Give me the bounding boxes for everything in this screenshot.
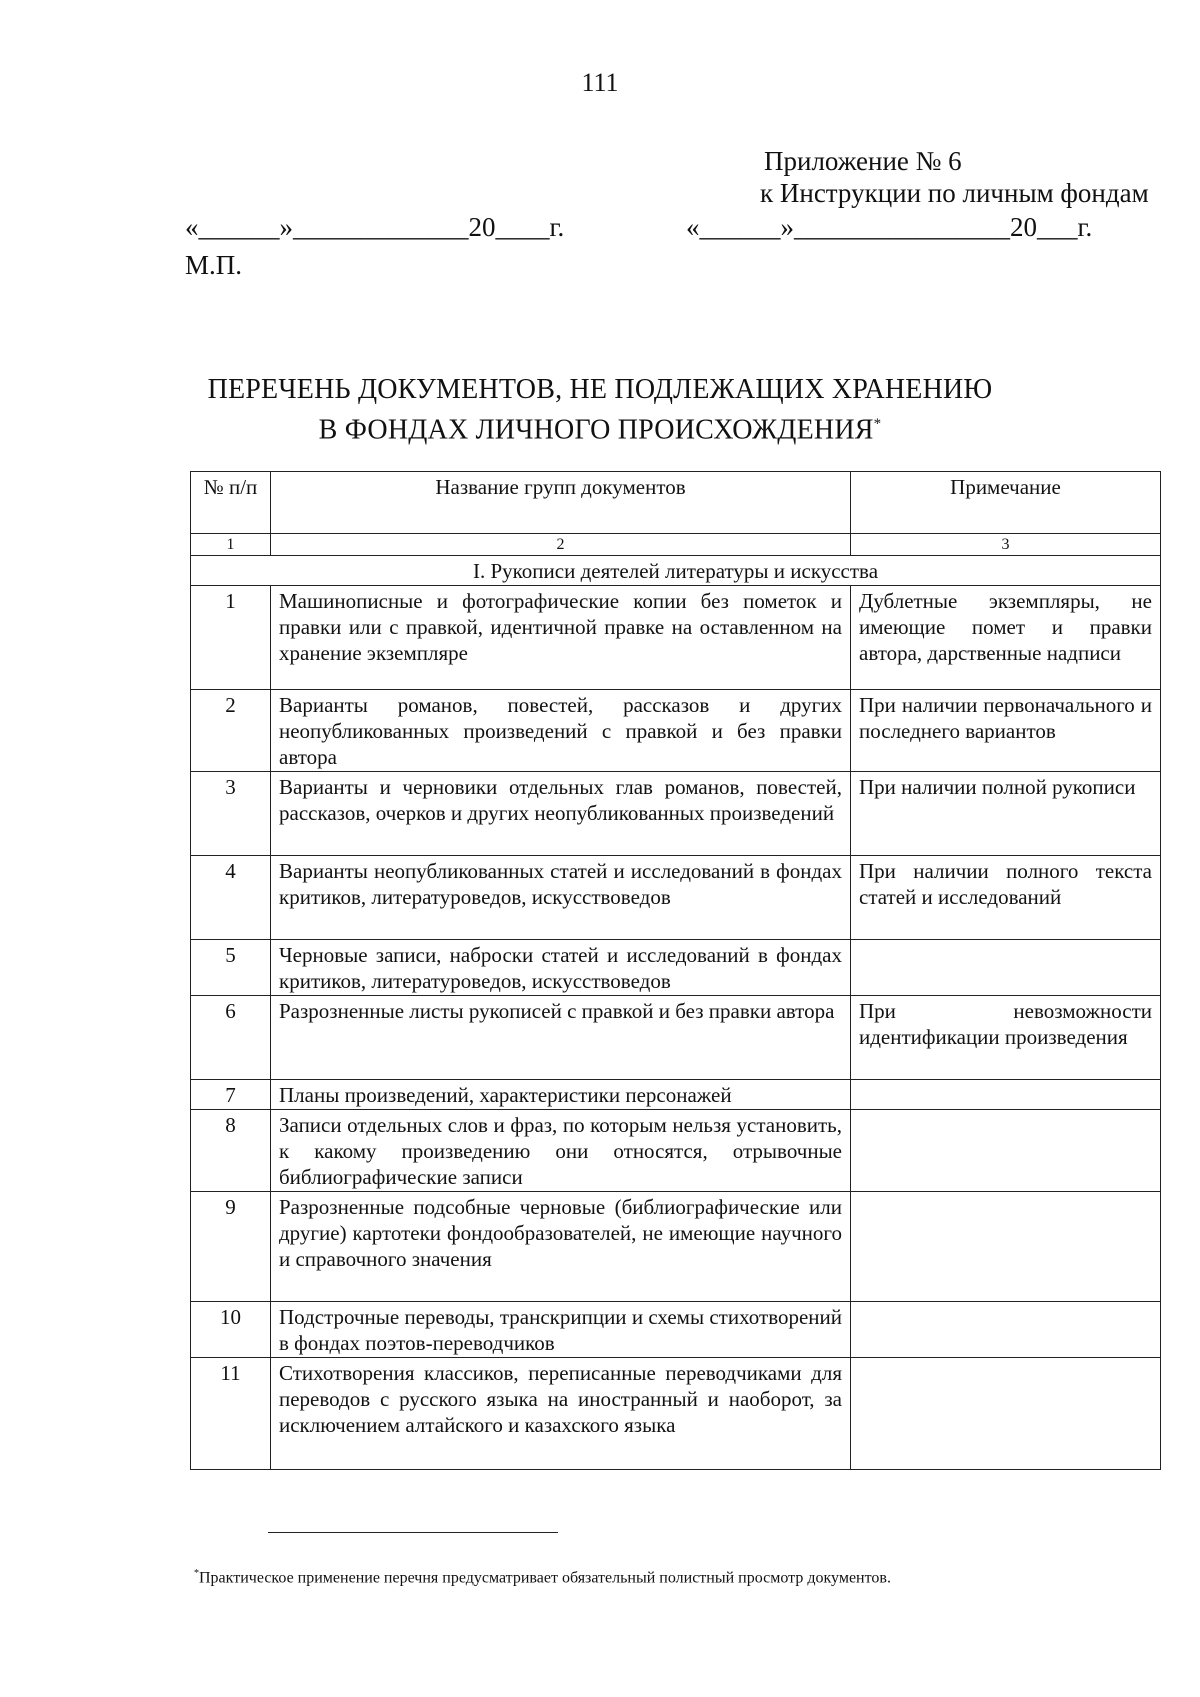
date-line-left: «______»_____________20____г. [185, 212, 565, 242]
date-line-right: «______»________________20___г. [686, 212, 1093, 242]
row-number: 9 [191, 1192, 271, 1302]
row-name: Записи отдельных слов и фраз, по которым нельзя установить, к какому произведению они относятся, отрывочные библиографические записи [271, 1110, 851, 1192]
table-row [191, 940, 1161, 996]
column-number-row [191, 534, 1161, 556]
row-note: При наличии полного текста статей и исследований [851, 856, 1161, 940]
table-header-row [191, 472, 1161, 534]
document-title [0, 372, 1200, 447]
row-note [851, 1080, 1161, 1110]
row-note: При наличии первоначального и последнего вариантов [851, 690, 1161, 772]
section-row [191, 556, 1161, 586]
row-note [851, 1192, 1161, 1302]
row-note [851, 940, 1161, 996]
table-row [191, 1302, 1161, 1358]
row-note [851, 1110, 1161, 1192]
row-note [851, 1302, 1161, 1358]
row-note: При наличии полной рукописи [851, 772, 1161, 856]
row-number: 4 [191, 856, 271, 940]
row-note: Дублетные экземпляры, не имеющие помет и правки автора, дарственные надписи [851, 586, 1161, 690]
row-number: 5 [191, 940, 271, 996]
header-number: № п/п [191, 472, 271, 534]
table-row [191, 772, 1161, 856]
column-number: 1 [191, 534, 271, 556]
row-name: Черновые записи, наброски статей и исследований в фондах критиков, литературоведов, искусствоведов [271, 940, 851, 996]
row-number: 1 [191, 586, 271, 690]
row-name: Варианты неопубликованных статей и исследований в фондах критиков, литературоведов, искусствоведов [271, 856, 851, 940]
appendix-number: Приложение № 6 [764, 146, 962, 176]
header-note: Примечание [851, 472, 1161, 534]
documents-table [190, 471, 1161, 1470]
footnote-mark: * [194, 1568, 199, 1579]
row-name: Машинописные и фотографические копии без пометок и правки или с правкой, идентичной правке на оставленном на хранение экземпляре [271, 586, 851, 690]
row-name: Варианты романов, повестей, рассказов и других неопубликованных произведений с правкой и без правки автора [271, 690, 851, 772]
title-footnote-mark: * [873, 416, 882, 432]
row-name: Стихотворения классиков, переписанные переводчиками для переводов с русского языка на иностранный и наоборот, за исключением алтайского и казахского языка [271, 1358, 851, 1470]
column-number: 3 [851, 534, 1161, 556]
row-name: Планы произведений, характеристики персонажей [271, 1080, 851, 1110]
table-row [191, 856, 1161, 940]
row-name: Подстрочные переводы, транскрипции и схемы стихотворений в фондах поэтов-переводчиков [271, 1302, 851, 1358]
table-row [191, 1080, 1161, 1110]
table-row [191, 1358, 1161, 1470]
title-line-2-text: В ФОНДАХ ЛИЧНОГО ПРОИСХОЖДЕНИЯ [318, 414, 874, 446]
appendix-instruction: к Инструкции по личным фондам [760, 178, 1149, 208]
appendix-reference [760, 145, 1149, 209]
page-number: 111 [581, 68, 619, 97]
footnote [194, 1568, 891, 1587]
title-line-1: ПЕРЕЧЕНЬ ДОКУМЕНТОВ, НЕ ПОДЛЕЖАЩИХ ХРАНЕНИЮ [207, 374, 993, 405]
header-name: Название групп документов [271, 472, 851, 534]
stamp-place: М.П. [185, 250, 243, 280]
section-title: I. Рукописи деятелей литературы и искусства [191, 556, 1161, 586]
row-number: 7 [191, 1080, 271, 1110]
row-number: 8 [191, 1110, 271, 1192]
table-row [191, 1192, 1161, 1302]
row-number: 2 [191, 690, 271, 772]
row-note: При невозможности идентификации произведения [851, 996, 1161, 1080]
footnote-separator [268, 1532, 558, 1533]
row-note [851, 1358, 1161, 1470]
footnote-text: Практическое применение перечня предусматривает обязательный полистный просмотр документов. [199, 1569, 891, 1587]
table-row [191, 690, 1161, 772]
row-number: 11 [191, 1358, 271, 1470]
title-line-2 [0, 407, 1200, 447]
table-row [191, 586, 1161, 690]
row-number: 6 [191, 996, 271, 1080]
table-row [191, 996, 1161, 1080]
row-name: Варианты и черновики отдельных глав романов, повестей, рассказов, очерков и других неопубликованных произведений [271, 772, 851, 856]
row-number: 10 [191, 1302, 271, 1358]
row-number: 3 [191, 772, 271, 856]
column-number: 2 [271, 534, 851, 556]
row-name: Разрозненные листы рукописей с правкой и без правки автора [271, 996, 851, 1080]
table-row [191, 1110, 1161, 1192]
row-name: Разрозненные подсобные черновые (библиографические или другие) картотеки фондообразователей, не имеющие научного и справочного значения [271, 1192, 851, 1302]
